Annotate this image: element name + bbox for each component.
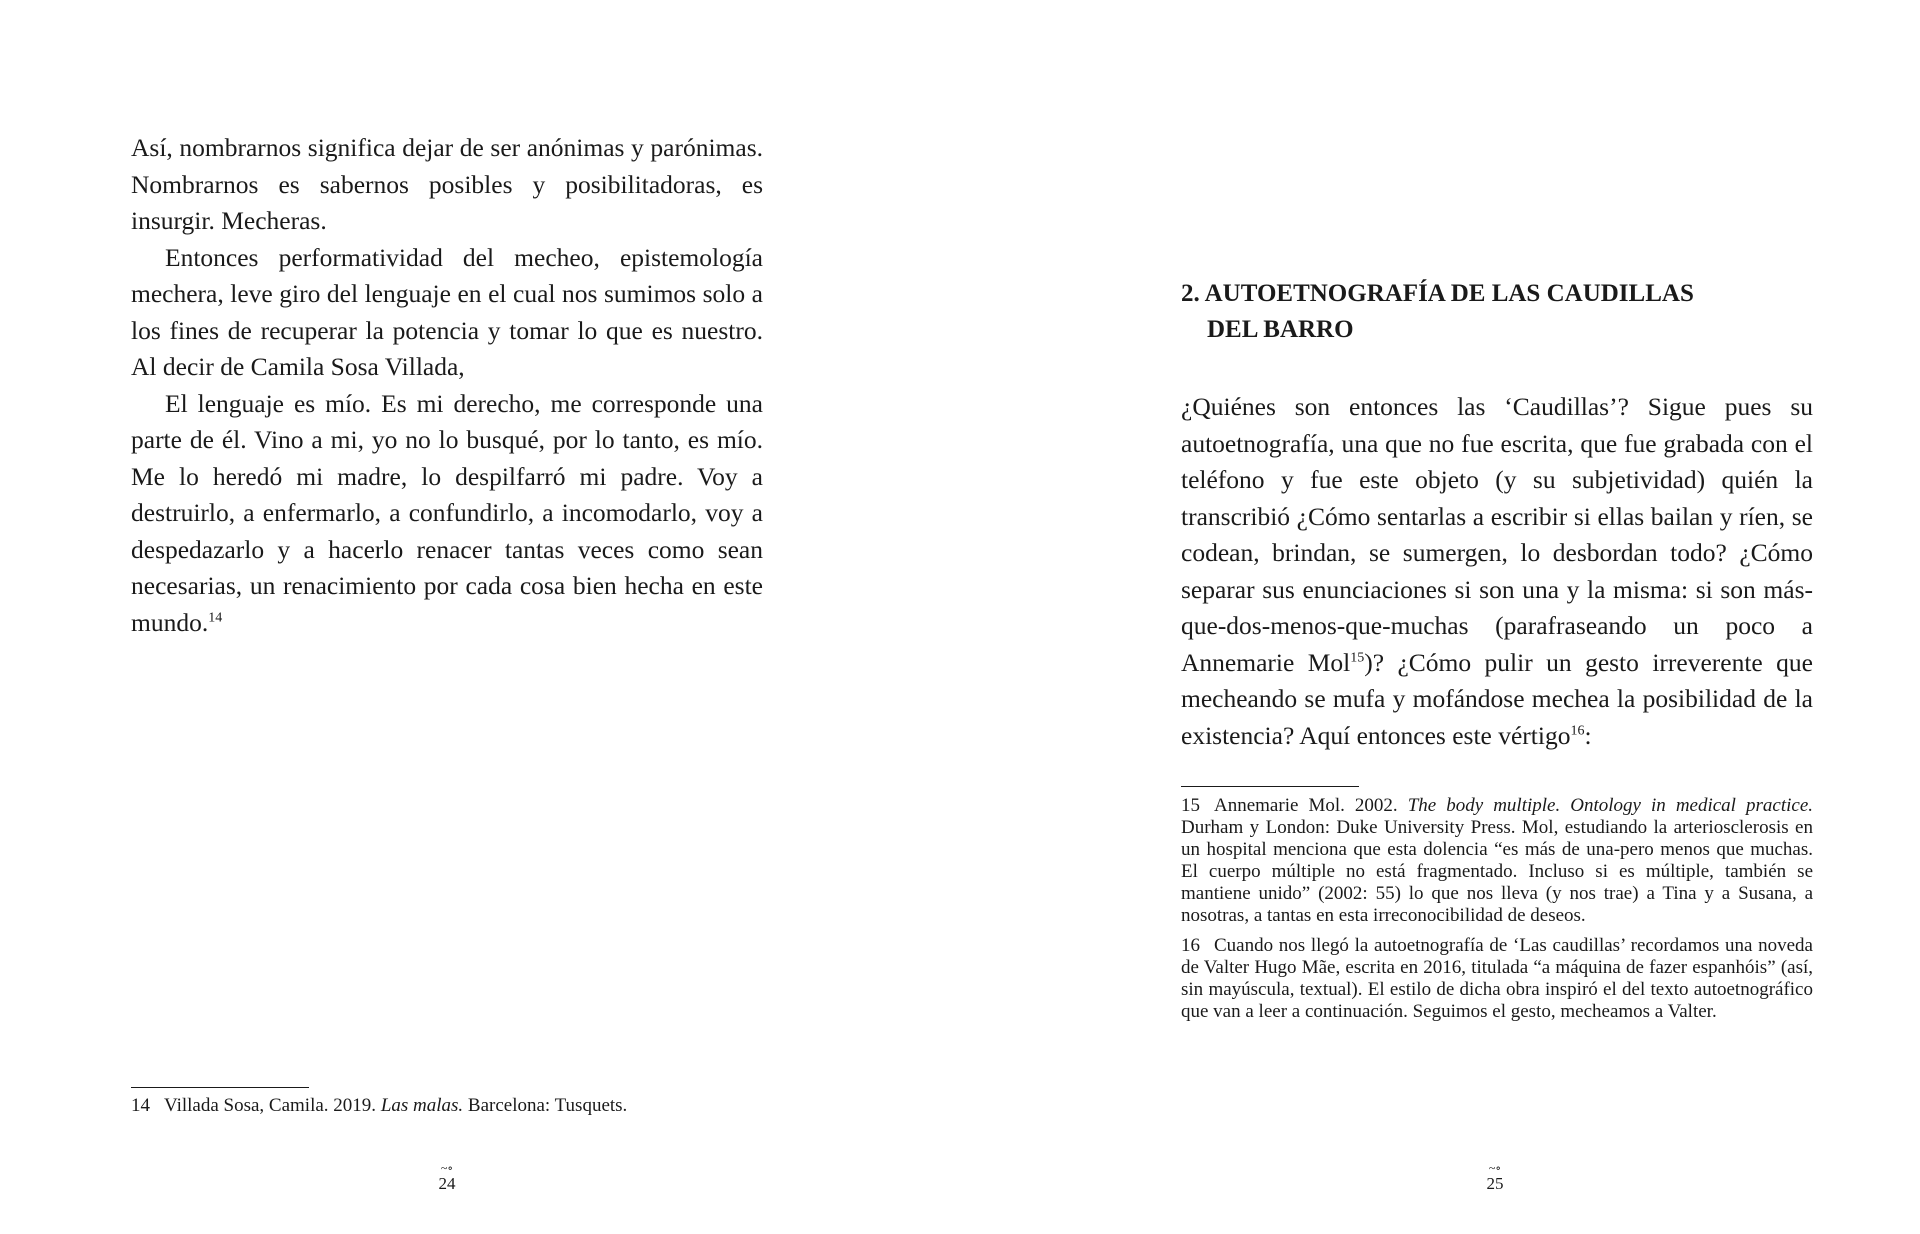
footnote-text: Durham y London: Duke University Press. Mol, estudiando la arteriosclerosis en un hospital menciona que esta dolencia “es más de una-pero menos que muchas. El cuerpo múltiple no está fragmentado. Incluso si es múltiple, también se mantiene unido” (2002: 55) lo que nos lleva (y nos trae) a Tina y a Susana, a nosotras, a tantas en esta irreconocibilidad de deseos. [1181,817,1813,926]
footnote-text: Cuando nos llegó la autoetnografía de ‘Las caudillas’ recordamos una noveda de Valter Hugo Mãe, escrita en 2016, titulada “a máquina de fazer espanhóis” (así, sin mayúscula, textual). El estilo de dicha obra inspiró el del texto autoetnográfico que van a leer a continuación. Seguimos el gesto, mecheamos a Valter. [1181,935,1813,1022]
footnotes-right [1181,795,1813,1031]
body-paragraph: Así, nombrarnos significa dejar de ser anónimas y parónimas. Nombrarnos es sabernos posibles y posibilitadoras, es insurgir. Mecheras. [131,133,763,235]
footnote-14 [131,1095,763,1117]
footnotes-left [131,1095,763,1125]
footnote-title: Las malas. [380,1095,464,1116]
folio-ornament: ~∘ [440,1161,454,1175]
body-text: : [1584,720,1592,750]
page-number-right [1465,1163,1525,1193]
body-text: ¿Quiénes son entonces las ‘Caudillas’? Sigue pues su autoetnografía, una que no fue escrita, que fue grabada con el teléfono y fue este objeto (y su subjetividad) quién la transcribió ¿Cómo sentarlas a escribir si ellas bailan y ríen, se codean, brindan, se sumergen, lo desbordan todo? ¿Cómo separar sus enunciaciones si son una y la misma: si son más-que-dos-menos-que-muchas (parafraseando un poco a Annemarie Mol [1181,392,1813,677]
page-number: 24 [438,1174,456,1193]
footnote-ref-16: 16 [1570,723,1585,738]
body-paragraph [1181,389,1813,754]
chapter-title-line-2: DEL BARRO [1207,316,1354,343]
footnote-text: Annemarie Mol. 2002. [1214,795,1408,816]
footnote-15 [1181,795,1813,927]
folio-ornament: ~∘ [1488,1161,1502,1175]
footnote-number: 14 [131,1095,150,1116]
page-number: 25 [1486,1174,1504,1193]
footnote-title: The body multiple. Ontology in medical practice. [1407,795,1813,816]
right-page-body [1181,389,1813,754]
footnote-16 [1181,935,1813,1023]
footnote-divider [131,1087,309,1088]
quote-text: El lenguaje es mío. Es mi derecho, me corresponde una parte de él. Vino a mi, yo no lo busqué, por lo tanto, es mío. Me lo heredó mi madre, lo despilfarró mi padre. Voy a destruirlo, a enfermarlo, a confundirlo, a incomodarlo, voy a despedazarlo y a hacerlo renacer tantas veces como sean necesarias, un renacimiento por cada cosa bien hecha en este mundo. [131,388,763,637]
left-page-body [131,130,763,641]
footnote-ref-15: 15 [1350,650,1365,665]
chapter-title-line-1: 2. AUTOETNOGRAFÍA DE LAS CAUDILLAS [1181,280,1694,307]
body-text: )? ¿Cómo pulir un gesto irreverente que mecheando se mufa y mofándose mechea la posibilidad de la existencia? Aquí entonces este vértigo [1181,647,1813,750]
footnote-text: Barcelona: Tusquets. [463,1095,628,1116]
footnote-number: 16 [1181,935,1200,956]
page-number-left [417,1163,477,1193]
body-paragraph: Entonces performatividad del mecheo, epistemología mechera, leve giro del lenguaje en el cual nos sumimos solo a los fines de recuperar la potencia y tomar lo que es nuestro. Al decir de Camila Sosa Villada, [131,242,763,381]
footnote-divider [1181,786,1359,787]
footnote-ref-14: 14 [208,610,223,625]
footnote-number: 15 [1181,795,1200,816]
footnote-text: Villada Sosa, Camila. 2019. [164,1095,381,1116]
quote-paragraph [131,386,763,642]
chapter-title [1181,276,1741,348]
